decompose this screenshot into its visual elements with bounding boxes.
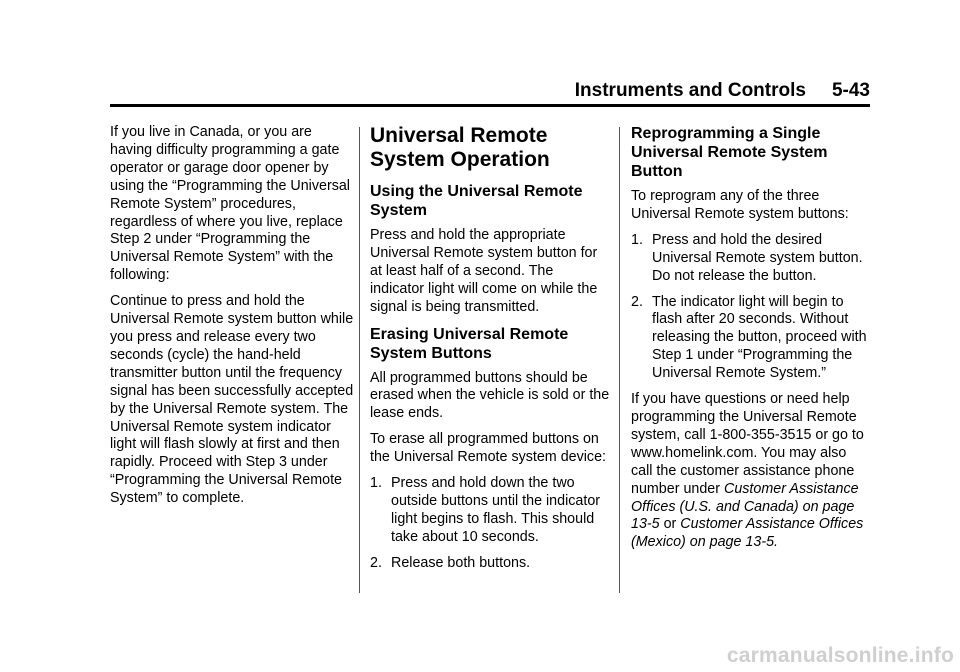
step-text: The indicator light will begin to flash after 20 seconds. Without releasing the button, proceed with Step 1 under “Programming the Universal Remote System.” (652, 293, 867, 382)
paragraph-help (631, 391, 871, 552)
list-item (631, 232, 871, 286)
step-number: 1. (370, 475, 382, 492)
column-1 (110, 124, 354, 516)
section-heading-reprogramming: Reprogramming a Single Universal Remote System Button (631, 125, 828, 180)
reference-mexico: Customer Assistance Offices (Mexico) on page 13-5 (631, 516, 864, 551)
help-text: If you have questions or need help programming the Universal Remote system, call 1-800-355-3515 or go to www.homelink.com. You may also call the customer assistance phone number under (631, 391, 864, 497)
column-divider-2 (619, 127, 620, 593)
paragraph-erase-how: To erase all programmed buttons on the Universal Remote system device: (370, 431, 606, 466)
reference-us-canada: Customer Assistance Offices (U.S. and Canada) on page 13-5 (631, 480, 859, 533)
header-rule (110, 104, 870, 107)
watermark: carmanualsonline.info (726, 644, 954, 667)
subheading-erasing: Erasing Universal Remote System Buttons (370, 325, 569, 362)
paragraph-using: Press and hold the appropriate Universal Remote system button for at least half of a second. The indicator light will come on while the signal is being transmitted. (370, 227, 598, 315)
paragraph-canada: If you live in Canada, or you are having difficulty programming a gate operator or garage door opener by using the “Programming the Universal Remote System” procedures, regardless of where you live, replace Step 2 under “Programming the Universal Remote System” with the following: (110, 124, 350, 284)
paragraph-continue: Continue to press and hold the Universal Remote system button while you press and release every two seconds (cycle) the hand-held transmitter button until the frequency signal has been successfully accepted by the Universal Remote system. The Universal Remote system indicator light will flash slowly at first and then rapidly. Proceed with Step 3 under “Programming the Universal Remote System” to complete. (110, 293, 354, 507)
step-number: 1. (631, 231, 643, 248)
paragraph-erase-when: All programmed buttons should be erased when the vehicle is sold or the lease ends. (370, 369, 610, 422)
page-header (110, 80, 870, 104)
column-3 (631, 124, 871, 560)
step-text: Press and hold down the two outside buttons until the indicator light begins to flash. This should take about 10 seconds. (391, 475, 601, 545)
step-number: 2. (631, 293, 643, 310)
section-heading-operation: Universal Remote System Operation (370, 124, 550, 171)
column-2 (370, 124, 610, 581)
step-text: Press and hold the desired Universal Remote system button. Do not release the button. (652, 231, 863, 284)
column-divider-1 (359, 127, 360, 593)
list-item (631, 294, 871, 384)
step-number: 2. (370, 554, 382, 571)
list-item (370, 555, 610, 573)
period: . (774, 534, 779, 551)
list-item (370, 475, 610, 547)
step-text: Release both buttons. (391, 554, 531, 571)
subheading-using: Using the Universal Remote System (370, 183, 583, 219)
section-title: Instruments and Controls (574, 80, 806, 101)
or-text: or (659, 516, 681, 533)
paragraph-reprogram-intro: To reprogram any of the three Universal Remote system buttons: (631, 188, 849, 222)
page-number: 5-43 (831, 80, 870, 101)
